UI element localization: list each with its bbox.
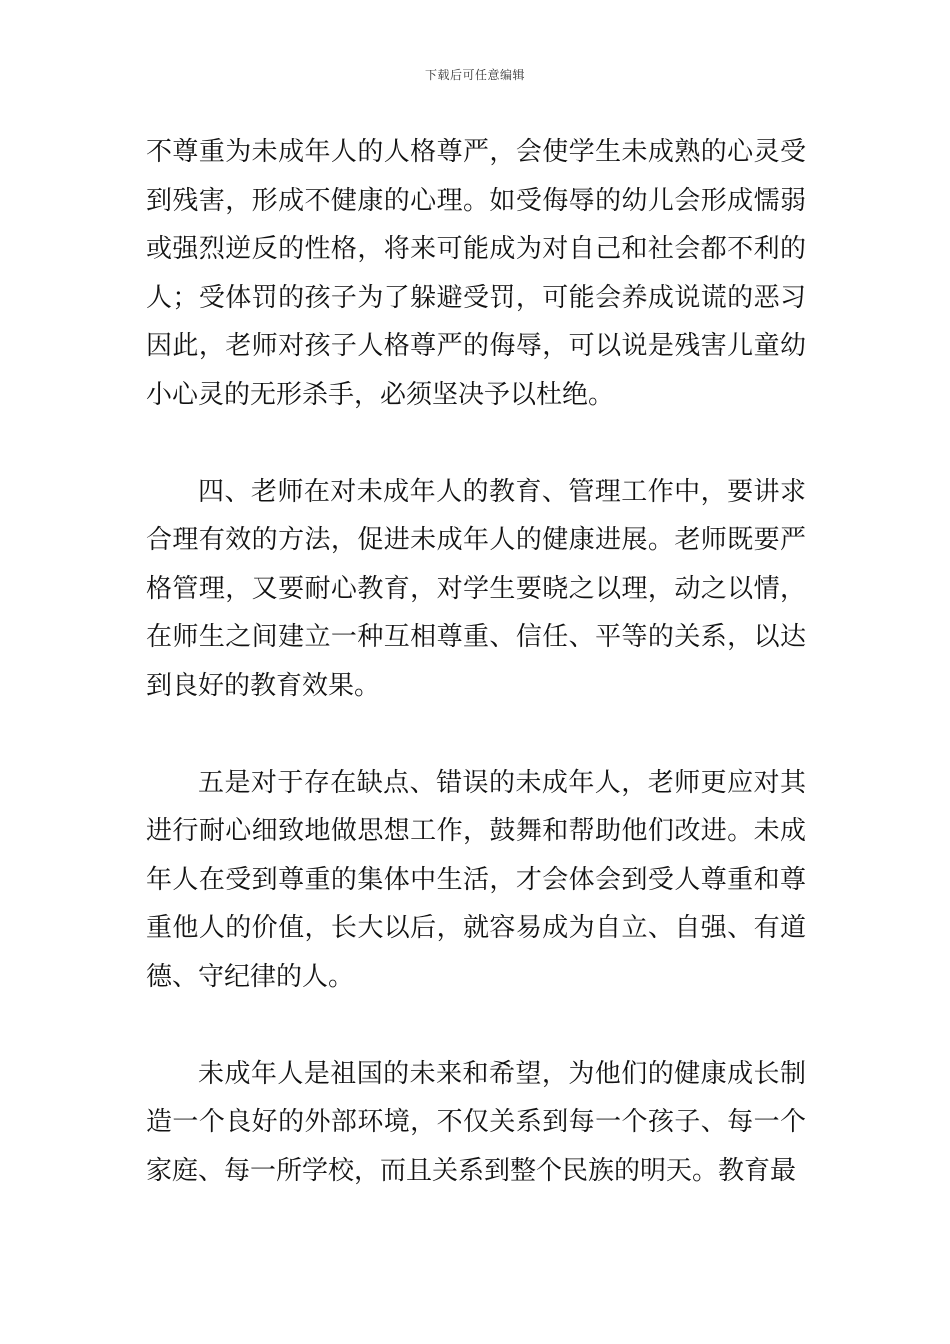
paragraph-spacer (146, 710, 806, 759)
paragraph-spacer (146, 1001, 806, 1050)
paragraph-1: 不尊重为未成年人的人格尊严，会使学生未成熟的心灵受到残害，形成不健康的心理。如受侮辱的幼儿会形成懦弱或强烈逆反的性格，将来可能成为对自己和社会都不利的人；受体罚的孩子为了躲避受罚，可能会养成说谎的恶习因此，老师对孩子人格尊严的侮辱，可以说是残害儿童幼小心灵的无形杀手，必须坚决予以杜绝。 (146, 137, 806, 410)
paragraph-4: 未成年人是祖国的未来和希望，为他们的健康成长制造一个良好的外部环境，不仅关系到每一个孩子、每一个家庭、每一所学校，而且关系到整个民族的明天。教育最 (146, 1058, 806, 1186)
document-body (146, 128, 806, 1195)
paragraph-2: 四、老师在对未成年人的教育、管理工作中，要讲求合理有效的方法，促进未成年人的健康进展。老师既要严格管理，又要耐心教育，对学生要晓之以理，动之以情，在师生之间建立一种互相尊重、信任、平等的关系，以达到良好的教育效果。 (146, 476, 806, 701)
paragraph-3: 五是对于存在缺点、错误的未成年人，老师更应对其进行耐心细致地做思想工作，鼓舞和帮助他们改进。未成年人在受到尊重的集体中生活，才会体会到受人尊重和尊重他人的价值，长大以后，就容易成为自立、自强、有道德、守纪律的人。 (146, 767, 806, 992)
page-header: 下载后可任意编辑 (424, 68, 525, 82)
paragraph-spacer (146, 419, 806, 468)
